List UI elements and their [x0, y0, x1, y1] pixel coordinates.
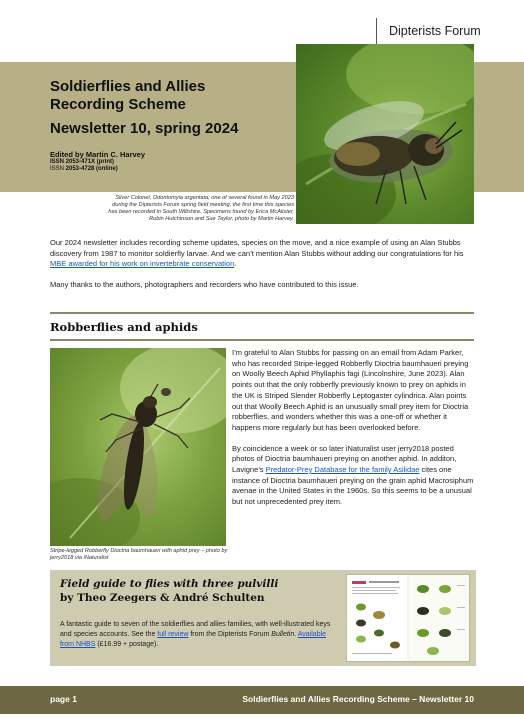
- field-guide-description: A fantastic guide to seven of the soldierflies and allies families, with well-illustrated keys and species accounts. See the full review from the Dipterists Forum Bulletin. Available from NHBS (£16.99 + postage).: [60, 621, 331, 648]
- nhbs-link[interactable]: Available from NHBS: [60, 631, 327, 648]
- soldierfly-photo: [296, 44, 474, 224]
- intro-paragraph-1: Our 2024 newsletter includes recording scheme updates, species on the move, and a nice example of using an Alan Stubbs discovery from 1987 to monitor soldierfly larvae. And we can’t mention Alan Stubbs without adding our congratulations for his MBE awarded for his work on invertebrate conservation.: [50, 238, 464, 268]
- robberfly-photo-caption: Stripe-legged Robberfly Dioctria baumhaueri with aphid prey – photo by jerry2018 via iNaturalist: [50, 548, 228, 561]
- masthead-brand: Dipterists Forum: [389, 24, 481, 38]
- section-divider-top: [50, 312, 474, 314]
- intro-text: [50, 238, 480, 300]
- field-guide-authors: by Theo Zeegers & André Schulten: [60, 592, 265, 604]
- issn-print: ISSN 2053-471X (print): [50, 159, 115, 165]
- predator-prey-database-link[interactable]: Predator-Prey Database for the family Asilidae: [265, 465, 420, 475]
- robberfly-photo: [50, 348, 226, 546]
- running-title: Soldierflies and Allies Recording Scheme – Newsletter 10: [242, 694, 474, 704]
- page-number: page 1: [50, 694, 77, 704]
- field-guide-page-thumbnail: [346, 574, 470, 662]
- hero-photo-caption: Silver Colonel, Odontomyia argentata, one of several found in May 2023 during the Dipterists Forum spring field meeting, the first time this species has been recorded in South Wiltshire. Specimens found by Erica McAlister, Robin Hutchinson and Sue Taylor, photo by Martin Harvey.: [108, 195, 294, 222]
- field-guide-thumbnail-illustration: [347, 575, 469, 661]
- full-review-link[interactable]: full review: [157, 631, 189, 638]
- issue-title: Newsletter 10, spring 2024: [50, 120, 239, 137]
- field-guide-box: [50, 570, 476, 666]
- article-text: [232, 348, 476, 518]
- robberfly-illustration: [50, 348, 226, 546]
- intro-paragraph-2: Many thanks to the authors, photographers and recorders who have contributed to this issue.: [50, 279, 359, 289]
- article-paragraph-2: By coincidence a week or so later iNaturalist user jerry2018 posted photos of Dioctria baumhaueri preying on another aphid. In additon, Lavigne’s Predator-Prey Database for the family Asilidae cites one instance of Dioctria baumhaueri preying on the grain aphid Macrosiphum avenae in the United States in the 1960s. So this seems to be a unusual but not unprecedented prey item.: [232, 443, 474, 507]
- soldierfly-illustration: [296, 44, 474, 224]
- mbe-award-link[interactable]: MBE awarded for his work on invertebrate conservation: [50, 259, 235, 268]
- section-heading: Robberflies and aphids: [50, 320, 198, 334]
- issn-online: ISSN 2053-4728 (online): [50, 166, 118, 172]
- page-footer: [0, 686, 524, 714]
- editor-line: Edited by Martin C. Harvey: [50, 150, 146, 159]
- field-guide-title: Field guide to flies with three pulvilli: [60, 578, 279, 590]
- footer-strip: [0, 714, 524, 724]
- article-paragraph-1: I’m grateful to Alan Stubbs for passing on an email from Adam Parker, who has recorded Stripe-legged Robberfly Dioctria baumhaueri preying on Woolly Beech Aphid Phyllaphis fagi (Lincolnshire, June 2023). Alan points out that the only robberfly previously known to prey on aphids in the UK is Striped Slender Robberfly Leptogaster cylindrica. Alan points out that Woolly Beech Aphid is an unusually small prey item for Dioctria robberflies, and wonders whether this was a one-off or whether it happens more regularly but has been overlooked before.: [232, 348, 469, 432]
- section-divider-bottom: [50, 339, 474, 341]
- masthead: [376, 18, 481, 44]
- newsletter-title: Soldierflies and Allies Recording Scheme: [50, 78, 206, 113]
